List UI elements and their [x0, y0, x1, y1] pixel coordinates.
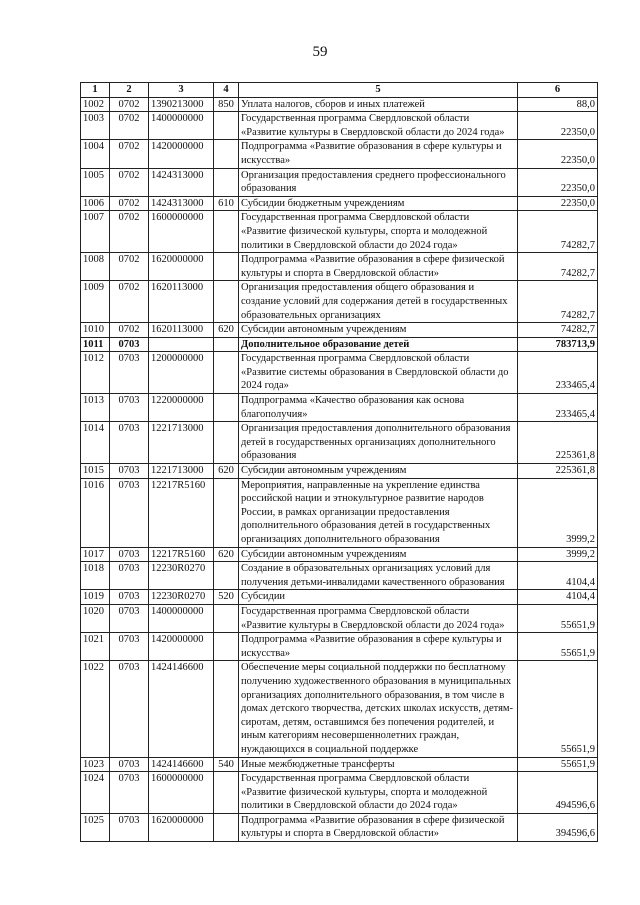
expense-type-cell: [214, 661, 239, 757]
item-name-line: Субсидии автономным учреждениям: [241, 548, 407, 560]
item-name-line: Организация предоставления общего образования и: [241, 282, 475, 294]
item-name-cell: [239, 590, 518, 605]
item-name-line: культуры и спорта в Свердловской области»: [241, 828, 439, 840]
target-code-cell: 1620113000: [149, 323, 214, 338]
item-name-line: Государственная программа Свердловской области: [241, 605, 470, 617]
item-name-line: домах детского творчества, детских школах искусств, детям-: [241, 703, 514, 715]
target-code-cell: 1620113000: [149, 281, 214, 323]
section-code-cell: 0702: [110, 168, 149, 196]
amount-cell: 233465,4: [518, 394, 598, 422]
amount-cell: 88,0: [518, 97, 598, 112]
item-name-line: «Развитие физической культуры, спорта и молодежной: [241, 786, 488, 798]
target-code-cell: 12217R5160: [149, 547, 214, 562]
item-name-cell: [239, 772, 518, 814]
target-code-cell: 1424146600: [149, 661, 214, 757]
header-col-6: 6: [518, 83, 598, 98]
table-row: [81, 547, 598, 562]
item-name-line: искусства»: [241, 647, 291, 659]
table-row: [81, 422, 598, 464]
item-name-line: политики в Свердловской области до 2024 года»: [241, 239, 458, 251]
table-row: [81, 633, 598, 661]
section-code-cell: 0703: [110, 464, 149, 479]
table-row: [81, 112, 598, 140]
row-number-cell: 1010: [81, 323, 110, 338]
expense-type-cell: 540: [214, 757, 239, 772]
section-code-cell: 0703: [110, 604, 149, 632]
target-code-cell: 1220000000: [149, 394, 214, 422]
expense-type-cell: [214, 633, 239, 661]
item-name-line: Государственная программа Свердловской области: [241, 113, 470, 125]
target-code-cell: 1400000000: [149, 604, 214, 632]
expense-type-cell: [214, 772, 239, 814]
item-name-line: Мероприятия, направленные на укрепление единства: [241, 479, 480, 491]
item-name-line: России, в рамках организации предоставления: [241, 506, 450, 518]
item-name-line: 2024 года»: [241, 380, 289, 392]
table-body: [81, 97, 598, 841]
item-name-line: Государственная программа Свердловской области: [241, 353, 470, 365]
row-number-cell: 1005: [81, 168, 110, 196]
table-row: [81, 757, 598, 772]
amount-cell: 494596,6: [518, 772, 598, 814]
target-code-cell: 1620000000: [149, 813, 214, 841]
header-col-2: 2: [110, 83, 149, 98]
target-code-cell: 1400000000: [149, 112, 214, 140]
table-row: [81, 211, 598, 253]
row-number-cell: 1019: [81, 590, 110, 605]
target-code-cell: 1600000000: [149, 211, 214, 253]
item-name-line: культуры и спорта в Свердловской области»: [241, 267, 439, 279]
item-name-line: организациях дополнительного образования, в том числе в: [241, 689, 505, 701]
item-name-line: Организация предоставления дополнительного образования: [241, 423, 511, 435]
row-number-cell: 1016: [81, 478, 110, 547]
header-col-3: 3: [149, 83, 214, 98]
amount-cell: 3999,2: [518, 478, 598, 547]
table-row: [81, 281, 598, 323]
item-name-line: Государственная программа Свердловской области: [241, 212, 470, 224]
row-number-cell: 1008: [81, 253, 110, 281]
item-name-line: Подпрограмма «Развитие образования в сфере физической: [241, 254, 505, 266]
table-row: [81, 337, 598, 352]
table-row: [81, 352, 598, 394]
target-code-cell: 1221713000: [149, 464, 214, 479]
item-name-line: Государственная программа Свердловской области: [241, 773, 470, 785]
table-row: [81, 772, 598, 814]
item-name-line: нуждающихся в социальной поддержке: [241, 743, 419, 755]
item-name-cell: [239, 337, 518, 352]
amount-cell: 22350,0: [518, 112, 598, 140]
item-name-cell: [239, 168, 518, 196]
row-number-cell: 1017: [81, 547, 110, 562]
row-number-cell: 1023: [81, 757, 110, 772]
expense-type-cell: [214, 352, 239, 394]
expense-type-cell: [214, 168, 239, 196]
table-row: [81, 253, 598, 281]
item-name-cell: [239, 661, 518, 757]
row-number-cell: 1014: [81, 422, 110, 464]
target-code-cell: 1600000000: [149, 772, 214, 814]
item-name-line: благополучия»: [241, 408, 308, 420]
item-name-line: Субсидии автономным учреждениям: [241, 465, 407, 477]
item-name-line: Обеспечение меры социальной поддержки по бесплатному: [241, 662, 506, 674]
item-name-cell: [239, 97, 518, 112]
item-name-line: «Развитие системы образования в Свердловской области до: [241, 366, 509, 378]
table-row: [81, 140, 598, 168]
table-row: [81, 394, 598, 422]
row-number-cell: 1012: [81, 352, 110, 394]
table-row: [81, 661, 598, 757]
table-row: [81, 590, 598, 605]
section-code-cell: 0703: [110, 394, 149, 422]
table-row: [81, 478, 598, 547]
amount-cell: 225361,8: [518, 464, 598, 479]
item-name-cell: [239, 352, 518, 394]
expense-type-cell: 620: [214, 547, 239, 562]
expense-type-cell: 610: [214, 196, 239, 211]
item-name-cell: [239, 323, 518, 338]
section-code-cell: 0703: [110, 422, 149, 464]
amount-cell: 4104,4: [518, 562, 598, 590]
row-number-cell: 1013: [81, 394, 110, 422]
amount-cell: 55651,9: [518, 633, 598, 661]
row-number-cell: 1003: [81, 112, 110, 140]
item-name-line: сиротам, детям, оставшимся без попечения родителей, и: [241, 716, 495, 728]
table-row: [81, 168, 598, 196]
expense-type-cell: [214, 211, 239, 253]
target-code-cell: 1620000000: [149, 253, 214, 281]
item-name-line: образовательных организациях: [241, 309, 381, 321]
target-code-cell: 12217R5160: [149, 478, 214, 547]
section-code-cell: 0702: [110, 112, 149, 140]
item-name-line: получению художественного образования в муниципальных: [241, 675, 512, 687]
item-name-cell: [239, 464, 518, 479]
target-code-cell: 1221713000: [149, 422, 214, 464]
target-code-cell: 12230R0270: [149, 590, 214, 605]
budget-table: [80, 82, 598, 842]
amount-cell: 783713,9: [518, 337, 598, 352]
section-code-cell: 0702: [110, 97, 149, 112]
item-name-cell: [239, 140, 518, 168]
row-number-cell: 1020: [81, 604, 110, 632]
item-name-line: образования: [241, 450, 297, 462]
target-code-cell: 1420000000: [149, 140, 214, 168]
item-name-cell: [239, 547, 518, 562]
item-name-line: «Развитие культуры в Свердловской области до 2024 года»: [241, 126, 505, 138]
item-name-line: Подпрограмма «Развитие образования в сфере культуры и: [241, 141, 502, 153]
row-number-cell: 1007: [81, 211, 110, 253]
amount-cell: 55651,9: [518, 604, 598, 632]
item-name-line: Дополнительное образование детей: [241, 338, 410, 350]
item-name-line: создание условий для содержания детей в государственных: [241, 295, 508, 307]
expense-type-cell: [214, 394, 239, 422]
row-number-cell: 1025: [81, 813, 110, 841]
table-row: [81, 196, 598, 211]
item-name-line: дополнительного образования детей в государственных: [241, 520, 491, 532]
section-code-cell: 0703: [110, 813, 149, 841]
item-name-line: Субсидии: [241, 591, 286, 603]
item-name-cell: [239, 604, 518, 632]
table-row: [81, 97, 598, 112]
item-name-line: получения детьми-инвалидами качественного образования: [241, 576, 505, 588]
amount-cell: 394596,6: [518, 813, 598, 841]
item-name-line: Субсидии бюджетным учреждениям: [241, 197, 405, 209]
item-name-line: «Развитие физической культуры, спорта и молодежной: [241, 225, 488, 237]
row-number-cell: 1022: [81, 661, 110, 757]
expense-type-cell: [214, 562, 239, 590]
amount-cell: 74282,7: [518, 323, 598, 338]
table-row: [81, 323, 598, 338]
amount-cell: 225361,8: [518, 422, 598, 464]
item-name-cell: [239, 112, 518, 140]
item-name-line: Иные межбюджетные трансферты: [241, 758, 395, 770]
table-header-row: [81, 83, 598, 98]
row-number-cell: 1015: [81, 464, 110, 479]
item-name-line: детей в государственных организациях дополнительного: [241, 436, 496, 448]
expense-type-cell: [214, 281, 239, 323]
amount-cell: 55651,9: [518, 757, 598, 772]
target-code-cell: [149, 337, 214, 352]
target-code-cell: 1424313000: [149, 168, 214, 196]
amount-cell: 74282,7: [518, 211, 598, 253]
section-code-cell: 0702: [110, 211, 149, 253]
item-name-line: Субсидии автономным учреждениям: [241, 324, 407, 336]
amount-cell: 233465,4: [518, 352, 598, 394]
expense-type-cell: [214, 478, 239, 547]
section-code-cell: 0703: [110, 562, 149, 590]
row-number-cell: 1004: [81, 140, 110, 168]
amount-cell: 74282,7: [518, 281, 598, 323]
amount-cell: 3999,2: [518, 547, 598, 562]
section-code-cell: 0702: [110, 281, 149, 323]
header-col-1: 1: [81, 83, 110, 98]
target-code-cell: 1420000000: [149, 633, 214, 661]
section-code-cell: 0703: [110, 337, 149, 352]
item-name-line: Создание в образовательных организациях условий для: [241, 563, 491, 575]
section-code-cell: 0703: [110, 352, 149, 394]
expense-type-cell: 620: [214, 323, 239, 338]
item-name-line: российской нации и этнокультурное развитие народов: [241, 493, 484, 505]
table-row: [81, 562, 598, 590]
expense-type-cell: [214, 253, 239, 281]
item-name-line: «Развитие культуры в Свердловской области до 2024 года»: [241, 619, 505, 631]
expense-type-cell: [214, 337, 239, 352]
item-name-cell: [239, 633, 518, 661]
header-col-4: 4: [214, 83, 239, 98]
target-code-cell: 1424313000: [149, 196, 214, 211]
item-name-line: Подпрограмма «Развитие образования в сфере культуры и: [241, 634, 502, 646]
section-code-cell: 0703: [110, 633, 149, 661]
row-number-cell: 1002: [81, 97, 110, 112]
item-name-line: искусства»: [241, 154, 291, 166]
section-code-cell: 0702: [110, 140, 149, 168]
item-name-cell: [239, 757, 518, 772]
section-code-cell: 0702: [110, 323, 149, 338]
expense-type-cell: [214, 813, 239, 841]
target-code-cell: 1200000000: [149, 352, 214, 394]
expense-type-cell: 620: [214, 464, 239, 479]
section-code-cell: 0703: [110, 661, 149, 757]
target-code-cell: 1390213000: [149, 97, 214, 112]
table-row: [81, 464, 598, 479]
expense-type-cell: [214, 422, 239, 464]
item-name-line: иным категориям несовершеннолетних граждан,: [241, 730, 460, 742]
item-name-line: Подпрограмма «Развитие образования в сфере физической: [241, 814, 505, 826]
amount-cell: 22350,0: [518, 140, 598, 168]
item-name-line: Организация предоставления среднего профессионального: [241, 169, 506, 181]
table-row: [81, 604, 598, 632]
amount-cell: 4104,4: [518, 590, 598, 605]
row-number-cell: 1018: [81, 562, 110, 590]
row-number-cell: 1011: [81, 337, 110, 352]
section-code-cell: 0703: [110, 547, 149, 562]
target-code-cell: 12230R0270: [149, 562, 214, 590]
row-number-cell: 1024: [81, 772, 110, 814]
section-code-cell: 0703: [110, 772, 149, 814]
expense-type-cell: 850: [214, 97, 239, 112]
section-code-cell: 0702: [110, 196, 149, 211]
item-name-cell: [239, 813, 518, 841]
item-name-cell: [239, 422, 518, 464]
row-number-cell: 1006: [81, 196, 110, 211]
item-name-line: Подпрограмма «Качество образования как основа: [241, 395, 465, 407]
page-number: 59: [312, 44, 328, 60]
item-name-line: политики в Свердловской области до 2024 года»: [241, 800, 458, 812]
row-number-cell: 1021: [81, 633, 110, 661]
item-name-cell: [239, 196, 518, 211]
item-name-cell: [239, 394, 518, 422]
target-code-cell: 1424146600: [149, 757, 214, 772]
expense-type-cell: 520: [214, 590, 239, 605]
item-name-line: организациях дополнительного образования: [241, 534, 440, 545]
expense-type-cell: [214, 112, 239, 140]
item-name-cell: [239, 281, 518, 323]
item-name-line: образования: [241, 183, 297, 195]
header-col-5: 5: [239, 83, 518, 98]
table-row: [81, 813, 598, 841]
section-code-cell: 0703: [110, 590, 149, 605]
amount-cell: 22350,0: [518, 196, 598, 211]
item-name-cell: [239, 253, 518, 281]
item-name-line: Уплата налогов, сборов и иных платежей: [241, 98, 425, 110]
amount-cell: 55651,9: [518, 661, 598, 757]
section-code-cell: 0702: [110, 253, 149, 281]
item-name-cell: [239, 211, 518, 253]
section-code-cell: 0703: [110, 478, 149, 547]
row-number-cell: 1009: [81, 281, 110, 323]
item-name-cell: [239, 562, 518, 590]
amount-cell: 22350,0: [518, 168, 598, 196]
section-code-cell: 0703: [110, 757, 149, 772]
item-name-cell: [239, 478, 518, 547]
expense-type-cell: [214, 604, 239, 632]
expense-type-cell: [214, 140, 239, 168]
amount-cell: 74282,7: [518, 253, 598, 281]
